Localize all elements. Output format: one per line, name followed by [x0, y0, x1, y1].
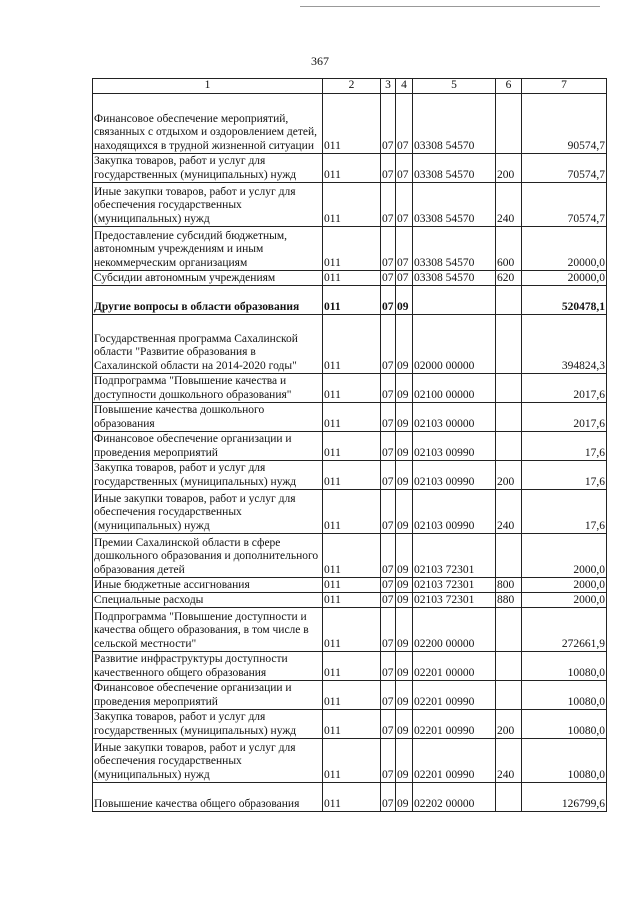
- expense-type-code-cell: [496, 608, 522, 652]
- ministry-code-cell: 011: [323, 432, 381, 461]
- expense-name-cell: Подпрограмма "Повышение доступности и качества общего образования, в том числе в сельской местности": [93, 608, 323, 652]
- target-article-code-cell: 02201 00990: [413, 681, 496, 710]
- amount-cell: 70574,7: [522, 183, 607, 227]
- expense-type-code-cell: 880: [496, 593, 522, 608]
- table-row: [93, 490, 607, 534]
- header-cell-7: 7: [522, 79, 607, 94]
- section-code-cell: 07: [381, 227, 396, 271]
- section-code-cell: 07: [382, 578, 394, 591]
- table-row: [93, 154, 607, 183]
- ministry-code-cell: 011: [323, 608, 381, 652]
- ministry-code-cell: 011: [323, 461, 381, 490]
- expense-type-code-cell: [496, 286, 522, 315]
- target-article-code-cell: 02201 00000: [413, 652, 496, 681]
- subsection-code-cell: 09: [396, 403, 413, 432]
- subsection-code-cell: 09: [396, 432, 413, 461]
- expense-type-code-cell: [496, 534, 522, 578]
- subsection-code-cell: 09: [396, 608, 413, 652]
- expense-name-cell: Предоставление субсидий бюджетным, автономным учреждениям и иным некоммерческим организациям: [93, 227, 323, 271]
- expense-name-cell: Финансовое обеспечение организации и проведения мероприятий: [93, 681, 323, 710]
- expense-name-cell: Закупка товаров, работ и услуг для государственных (муниципальных) нужд: [93, 154, 323, 183]
- expense-type-code-cell: [496, 432, 522, 461]
- section-code-cell: 07: [381, 681, 396, 710]
- target-article-code-cell: 02103 72301: [413, 593, 496, 608]
- header-row: [93, 79, 607, 94]
- amount-cell: 2017,6: [522, 403, 607, 432]
- table-row: [93, 374, 607, 403]
- subsection-code-cell: 09: [396, 461, 413, 490]
- target-article-code-cell: 02103 00990: [413, 432, 496, 461]
- header-cell-4: 4: [396, 79, 413, 94]
- expense-type-code-cell: [496, 315, 522, 374]
- subsection-code-cell: 07: [396, 271, 413, 286]
- section-code-cell: 07: [381, 739, 396, 783]
- section-code-cell: 07: [382, 271, 394, 284]
- subsection-code-cell: 09: [396, 739, 413, 783]
- section-code-cell: 07: [381, 286, 396, 315]
- table-row: [93, 183, 607, 227]
- header-cell-2: 2: [323, 79, 381, 94]
- ministry-code-cell: 011: [323, 94, 381, 154]
- table-row: [93, 783, 607, 812]
- expense-type-code-cell: 620: [496, 271, 522, 286]
- target-article-code-cell: [413, 286, 496, 315]
- ministry-code-cell: 011: [323, 227, 381, 271]
- amount-cell: 90574,7: [522, 94, 607, 154]
- table-row: [93, 681, 607, 710]
- ministry-code-cell: 011: [323, 315, 381, 374]
- target-article-code-cell: 02000 00000: [413, 315, 496, 374]
- amount-cell: 17,6: [522, 432, 607, 461]
- header-cell-1: 1: [93, 79, 323, 94]
- ministry-code-cell: 011: [323, 403, 381, 432]
- amount-cell: 20000,0: [522, 227, 607, 271]
- expense-type-code-cell: 240: [496, 490, 522, 534]
- target-article-code-cell: 02201 00990: [413, 710, 496, 739]
- ministry-code-cell: 011: [323, 783, 381, 812]
- expense-name-cell: Иные бюджетные ассигнования: [93, 578, 323, 593]
- ministry-code-cell: 011: [323, 681, 381, 710]
- target-article-code-cell: 03308 54570: [413, 183, 496, 227]
- expense-type-code-cell: [496, 374, 522, 403]
- section-code-cell: 07: [381, 461, 396, 490]
- budget-table: [92, 78, 607, 812]
- expense-type-code-cell: [496, 94, 522, 154]
- header-cell-5: 5: [413, 79, 496, 94]
- ministry-code-cell: 011: [323, 286, 381, 315]
- ministry-code-cell: 011: [323, 154, 381, 183]
- ministry-code-cell: 011: [323, 490, 381, 534]
- table-row: [93, 652, 607, 681]
- target-article-code-cell: 02200 00000: [413, 608, 496, 652]
- expense-name-cell: Премии Сахалинской области в сфере дошкольного образования и дополнительного образования детей: [93, 534, 323, 578]
- expense-name-cell: Иные закупки товаров, работ и услуг для обеспечения государственных (муниципальных) нужд: [93, 490, 323, 534]
- expense-type-code-cell: 600: [496, 227, 522, 271]
- subsection-code-cell: 07: [396, 183, 413, 227]
- subsection-code-cell: 09: [396, 681, 413, 710]
- expense-name-cell: Развитие инфраструктуры доступности качественного общего образования: [93, 652, 323, 681]
- expense-name-cell: Финансовое обеспечение организации и проведения мероприятий: [93, 432, 323, 461]
- target-article-code-cell: 02202 00000: [413, 783, 496, 812]
- subsection-code-cell: 07: [396, 154, 413, 183]
- expense-name-cell: Специальные расходы: [93, 593, 323, 608]
- section-code-cell: 07: [381, 783, 396, 812]
- section-code-cell: 07: [381, 490, 396, 534]
- expense-type-code-cell: 240: [496, 739, 522, 783]
- ministry-code-cell: 011: [323, 710, 381, 739]
- target-article-code-cell: 02103 00990: [413, 461, 496, 490]
- expense-name-cell: Закупка товаров, работ и услуг для государственных (муниципальных) нужд: [93, 710, 323, 739]
- amount-cell: 20000,0: [522, 271, 607, 286]
- subsection-code-cell: 09: [396, 490, 413, 534]
- subsection-code-cell: 09: [396, 374, 413, 403]
- target-article-code-cell: 02201 00990: [413, 739, 496, 783]
- table-row: [93, 286, 607, 315]
- subsection-code-cell: 09: [396, 783, 413, 812]
- amount-cell: 10080,0: [522, 710, 607, 739]
- amount-cell: 2000,0: [522, 593, 607, 608]
- table-row: [93, 710, 607, 739]
- ministry-code-cell: 011: [323, 183, 381, 227]
- table-row: [93, 432, 607, 461]
- section-code-cell: 07: [381, 183, 396, 227]
- expense-type-code-cell: 200: [496, 154, 522, 183]
- section-code-cell: 07: [381, 710, 396, 739]
- expense-type-code-cell: 200: [496, 461, 522, 490]
- target-article-code-cell: 03308 54570: [413, 271, 496, 286]
- expense-name-cell: Субсидии автономным учреждениям: [93, 271, 323, 286]
- amount-cell: 10080,0: [522, 739, 607, 783]
- table-row: [93, 739, 607, 783]
- amount-cell: 2000,0: [522, 534, 607, 578]
- table-row: [93, 271, 607, 286]
- amount-cell: 126799,6: [522, 783, 607, 812]
- subsection-code-cell: 07: [396, 227, 413, 271]
- section-code-cell: 07: [381, 154, 396, 183]
- amount-cell: 394824,3: [522, 315, 607, 374]
- expense-name-cell: Другие вопросы в области образования: [93, 286, 323, 315]
- expense-name-cell: Закупка товаров, работ и услуг для государственных (муниципальных) нужд: [93, 461, 323, 490]
- subsection-code-cell: 09: [396, 286, 413, 315]
- table-header: [93, 79, 607, 94]
- ministry-code-cell: 011: [323, 374, 381, 403]
- table-row: [93, 227, 607, 271]
- amount-cell: 70574,7: [522, 154, 607, 183]
- table-row: [93, 403, 607, 432]
- header-cell-6: 6: [496, 79, 522, 94]
- amount-cell: 17,6: [522, 490, 607, 534]
- target-article-code-cell: 02103 00000: [413, 403, 496, 432]
- table-body: [93, 94, 607, 812]
- ministry-code-cell: 011: [323, 578, 381, 593]
- ministry-code-cell: 011: [323, 534, 381, 578]
- expense-name-cell: Повышение качества дошкольного образования: [93, 403, 323, 432]
- top-rule: [300, 6, 600, 7]
- subsection-code-cell: 09: [396, 578, 413, 593]
- table-row: [93, 94, 607, 154]
- expense-type-code-cell: 240: [496, 183, 522, 227]
- section-code-cell: 07: [381, 315, 396, 374]
- ministry-code-cell: 011: [323, 271, 381, 286]
- section-code-cell: 07: [381, 534, 396, 578]
- subsection-code-cell: 09: [396, 593, 413, 608]
- target-article-code-cell: 03308 54570: [413, 94, 496, 154]
- expense-name-cell: Подпрограмма "Повышение качества и доступности дошкольного образования": [93, 374, 323, 403]
- section-code-cell: 07: [381, 608, 396, 652]
- amount-cell: 272661,9: [522, 608, 607, 652]
- amount-cell: 2017,6: [522, 374, 607, 403]
- expense-name-cell: Государственная программа Сахалинской области "Развитие образования в Сахалинской области на 2014-2020 годы": [93, 315, 323, 374]
- subsection-code-cell: 09: [396, 652, 413, 681]
- target-article-code-cell: 02103 72301: [413, 578, 496, 593]
- amount-cell: 520478,1: [522, 286, 607, 315]
- section-code-cell: 07: [382, 593, 394, 606]
- target-article-code-cell: 03308 54570: [413, 154, 496, 183]
- expense-name-cell: Иные закупки товаров, работ и услуг для обеспечения государственных (муниципальных) нужд: [93, 183, 323, 227]
- expense-type-code-cell: 800: [496, 578, 522, 593]
- amount-cell: 17,6: [522, 461, 607, 490]
- target-article-code-cell: 02100 00000: [413, 374, 496, 403]
- target-article-code-cell: 03308 54570: [413, 227, 496, 271]
- subsection-code-cell: 09: [396, 710, 413, 739]
- amount-cell: 10080,0: [522, 652, 607, 681]
- expense-type-code-cell: [496, 681, 522, 710]
- header-cell-3: 3: [381, 79, 396, 94]
- subsection-code-cell: 07: [396, 94, 413, 154]
- ministry-code-cell: 011: [323, 652, 381, 681]
- ministry-code-cell: 011: [323, 739, 381, 783]
- expense-name-cell: Иные закупки товаров, работ и услуг для обеспечения государственных (муниципальных) нужд: [93, 739, 323, 783]
- table-row: [93, 608, 607, 652]
- table-row: [93, 578, 607, 593]
- page-number: 367: [311, 54, 329, 68]
- expense-type-code-cell: [496, 403, 522, 432]
- amount-cell: 2000,0: [522, 578, 607, 593]
- table-row: [93, 593, 607, 608]
- amount-cell: 10080,0: [522, 681, 607, 710]
- expense-type-code-cell: 200: [496, 710, 522, 739]
- section-code-cell: 07: [381, 403, 396, 432]
- expense-type-code-cell: [496, 783, 522, 812]
- target-article-code-cell: 02103 00990: [413, 490, 496, 534]
- section-code-cell: 07: [381, 432, 396, 461]
- subsection-code-cell: 09: [396, 315, 413, 374]
- ministry-code-cell: 011: [323, 593, 381, 608]
- table-row: [93, 315, 607, 374]
- expense-name-cell: Повышение качества общего образования: [93, 783, 323, 812]
- expense-type-code-cell: [496, 652, 522, 681]
- subsection-code-cell: 09: [396, 534, 413, 578]
- section-code-cell: 07: [381, 652, 396, 681]
- expense-name-cell: Финансовое обеспечение мероприятий, связанных с отдыхом и оздоровлением детей, находящихся в трудной жизненной ситуации: [93, 94, 323, 154]
- section-code-cell: 07: [381, 94, 396, 154]
- section-code-cell: 07: [381, 374, 396, 403]
- table-row: [93, 534, 607, 578]
- target-article-code-cell: 02103 72301: [413, 534, 496, 578]
- table-row: [93, 461, 607, 490]
